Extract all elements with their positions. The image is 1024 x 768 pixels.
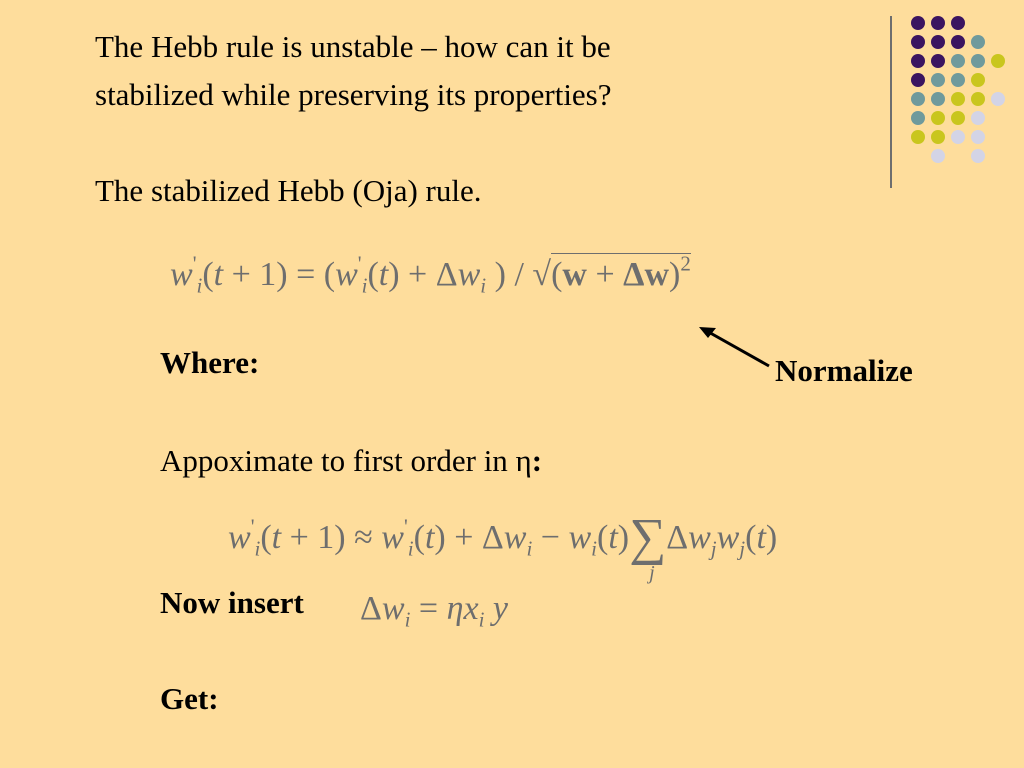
decorative-dot [951,73,965,87]
decorative-dot [971,73,985,87]
decorative-dot [951,111,965,125]
decorative-dot [931,35,945,49]
decorative-dot [931,149,945,163]
decorative-dot [931,111,945,125]
oja-rule-heading: The stabilized Hebb (Oja) rule. [95,173,482,208]
question-line-2: stabilized while preserving its properties? [95,77,612,112]
now-insert-label: Now insert [160,585,304,620]
normalize-label: Normalize [775,353,913,388]
decorative-dot [951,130,965,144]
decorative-dot [991,54,1005,68]
decorative-dot [931,130,945,144]
decorative-dot [951,35,965,49]
decorative-dot [951,92,965,106]
decorative-dot [931,54,945,68]
hebb-update-equation: $\Delta w_i = \eta x_i$ y [360,590,508,632]
decorative-dot [971,111,985,125]
approximate-text-body: Appoximate to first order in η [160,443,532,478]
decorative-dot [971,130,985,144]
decorative-dot [931,92,945,106]
question-line-1: The Hebb rule is unstable – how can it be [95,29,611,64]
decorative-dot [911,73,925,87]
decorative-dot [951,16,965,30]
decorative-dot [931,16,945,30]
decorative-dot-grid [908,10,1018,170]
vertical-divider-line [890,16,892,188]
approximate-text [160,438,542,484]
decorative-dot [911,130,925,144]
get-label: Get: [160,681,219,716]
oja-normalized-equation: $w'_i(t + 1) = (w'_i(t) + \Delta w_i$ ) / $√(w + \Delta w)^2$ [170,251,691,298]
decorative-dot [991,92,1005,106]
first-order-approximation-equation: $w'_i(t + 1) \approx w'_i(t) + \Delta w_i - w_i(t)\sum$ j $\Delta w_jw_j(t)$ [228,509,778,584]
decorative-dot [911,16,925,30]
approximate-colon: : [531,443,543,478]
decorative-dot [911,54,925,68]
decorative-dot [911,92,925,106]
decorative-dot [971,35,985,49]
decorative-dot [971,149,985,163]
decorative-dot [971,92,985,106]
decorative-dot [931,73,945,87]
decorative-dot [971,54,985,68]
decorative-dot [911,111,925,125]
arrow-icon [695,322,775,372]
where-label: Where: [160,345,260,380]
decorative-dot [911,35,925,49]
decorative-dot [951,54,965,68]
